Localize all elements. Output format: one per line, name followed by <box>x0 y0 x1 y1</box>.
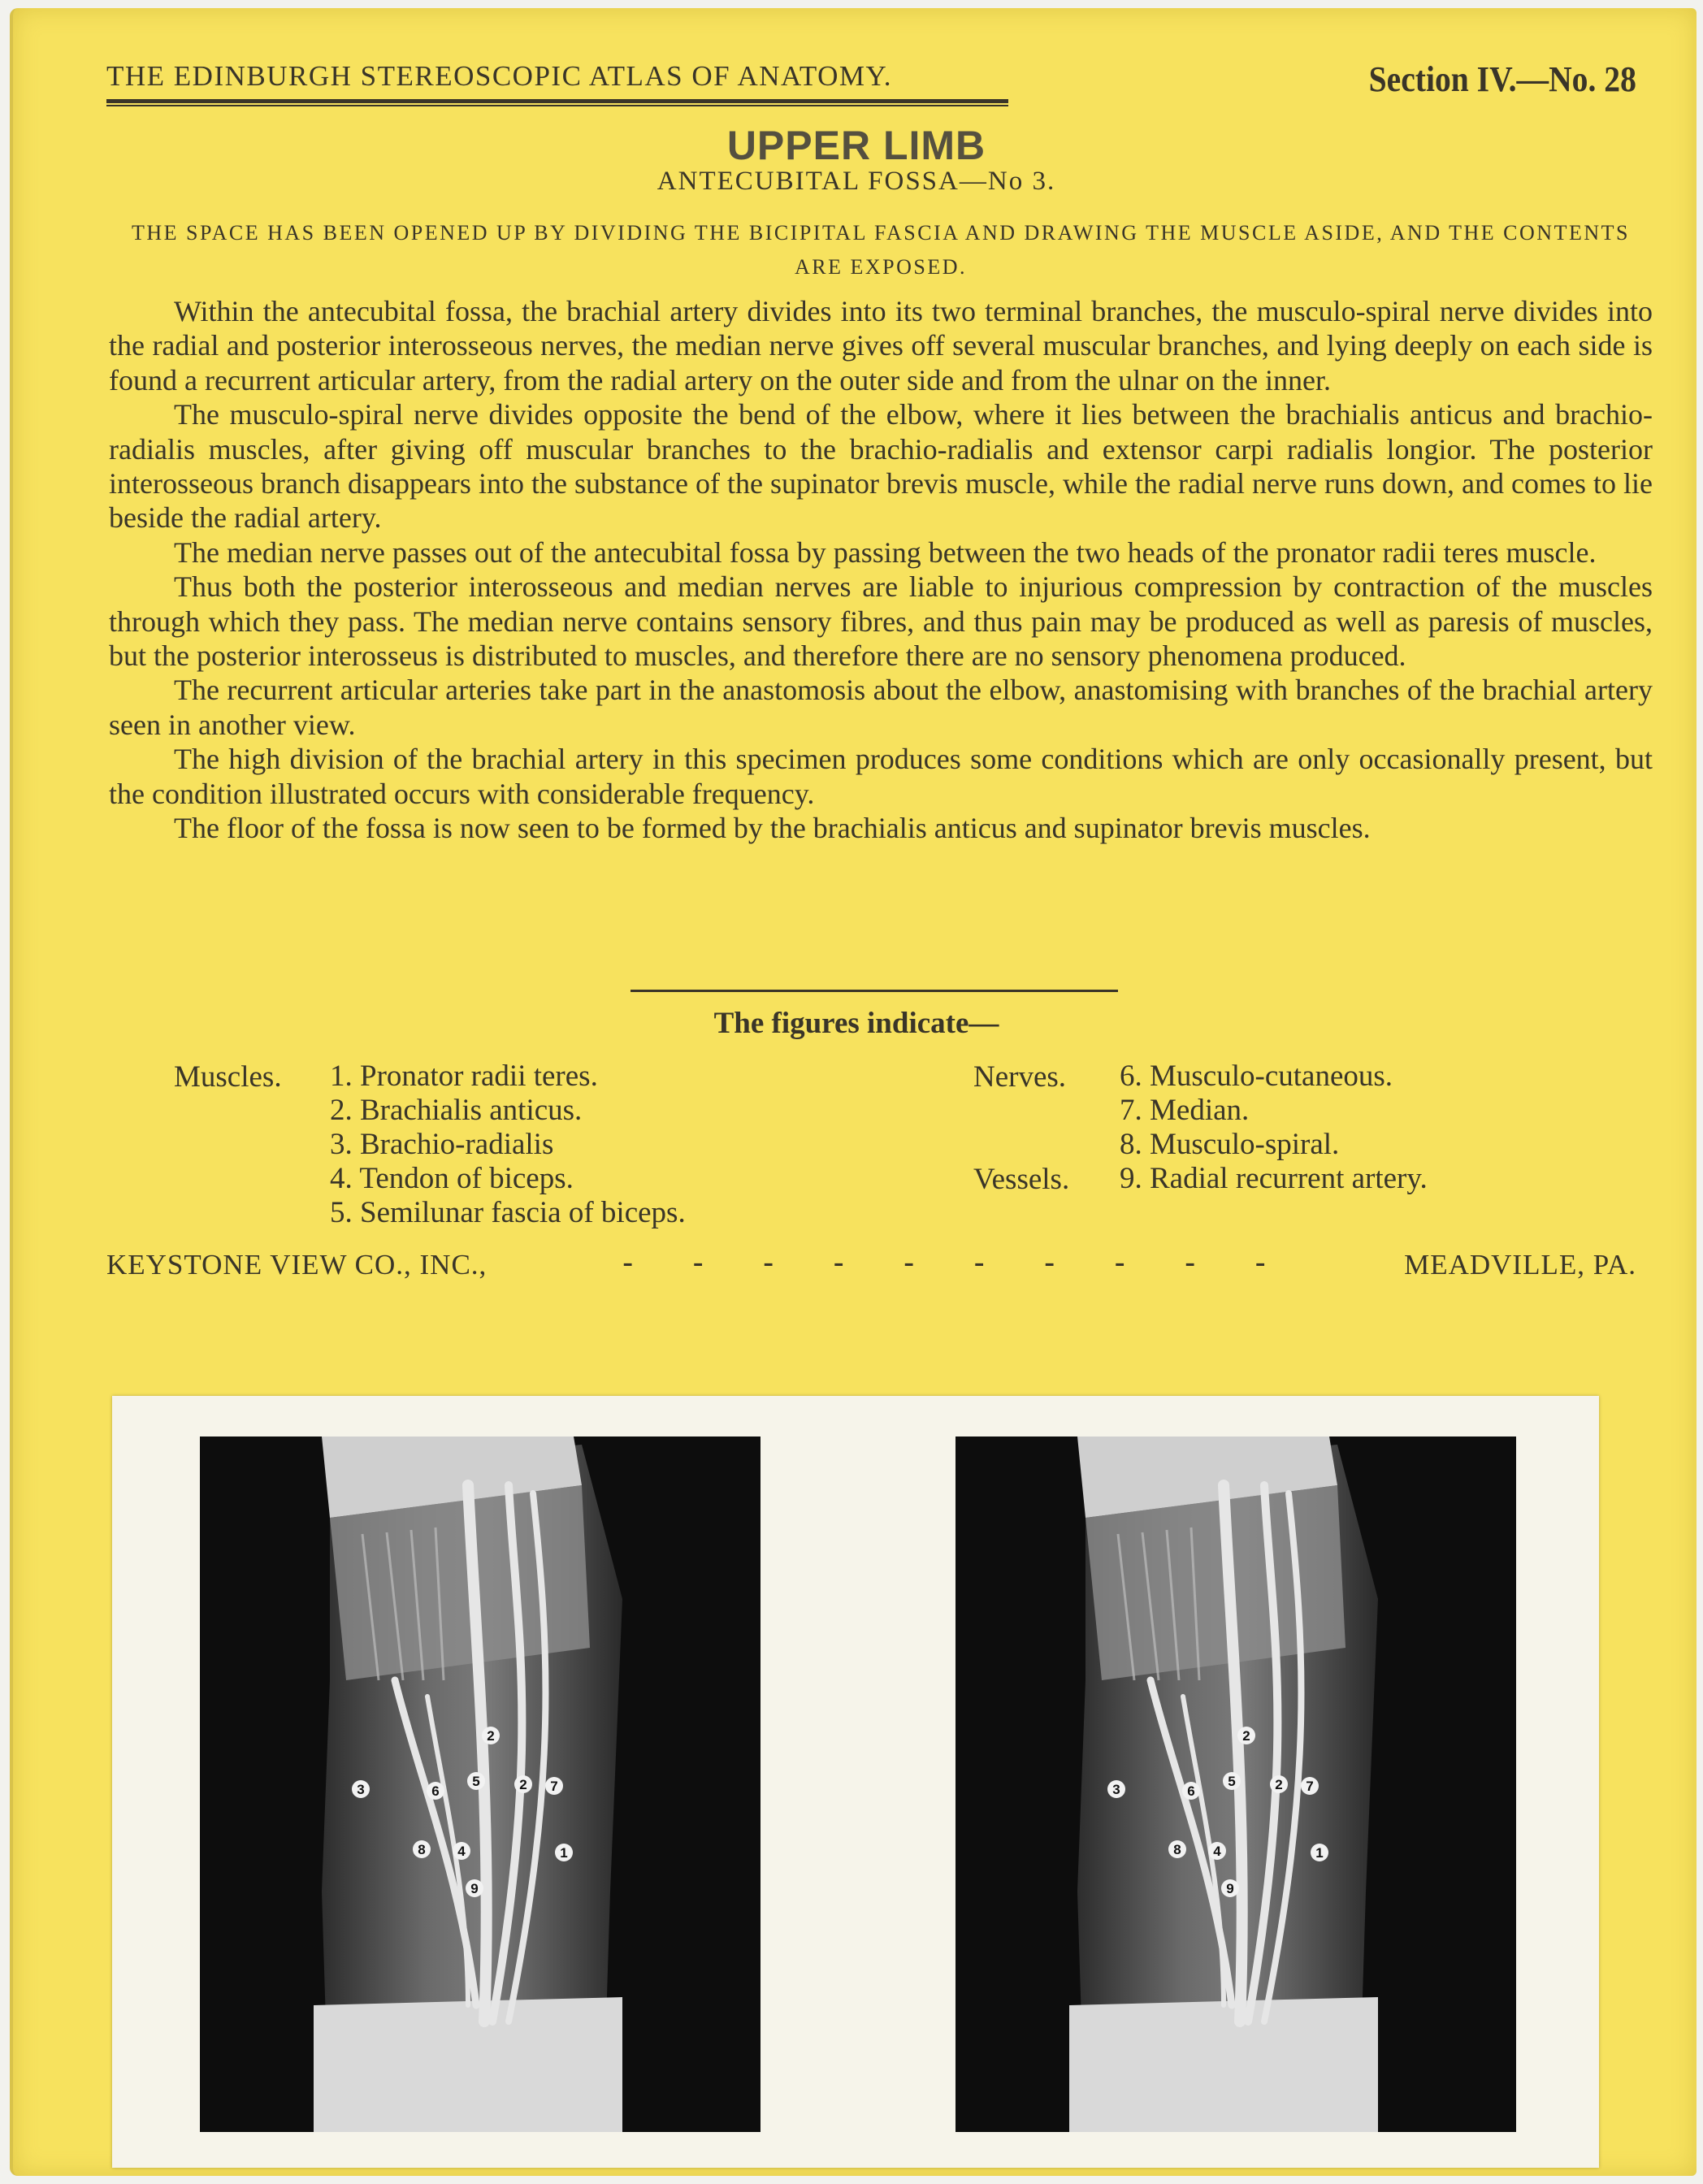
legend-item: 8. Musculo-spiral. <box>1120 1128 1340 1161</box>
svg-text:7: 7 <box>1306 1779 1314 1794</box>
legend-category-nerves: Nerves. <box>973 1060 1067 1094</box>
legend-item: 7. Median. <box>1120 1094 1250 1127</box>
svg-text:9: 9 <box>1226 1881 1234 1896</box>
svg-text:9: 9 <box>470 1881 479 1896</box>
legend-title: The figures indicate— <box>713 1007 999 1040</box>
svg-text:7: 7 <box>550 1779 558 1794</box>
figure-number-label <box>1107 1780 1125 1798</box>
publisher-location: MEADVILLE, PA. <box>1404 1249 1636 1280</box>
footer-dash: - <box>904 1245 915 1280</box>
legend-category-muscles: Muscles. <box>174 1060 282 1094</box>
stereo-photo-right <box>956 1436 1516 2132</box>
page-title: UPPER LIMB <box>726 123 986 168</box>
figure-number-label <box>555 1844 573 1861</box>
figure-number-label <box>427 1782 444 1800</box>
atlas-title: THE EDINBURGH STEREOSCOPIC ATLAS OF ANATOMY. <box>106 60 893 92</box>
section-number: Section IV.—No. 28 <box>1368 59 1636 99</box>
legend-item: 2. Brachialis anticus. <box>330 1094 583 1127</box>
footer-dash: - <box>973 1245 985 1280</box>
legend-nerves-list <box>1120 1060 1393 1162</box>
footer-dash: - <box>833 1245 844 1280</box>
legend-item: 4. Tendon of biceps. <box>330 1162 574 1195</box>
svg-text:3: 3 <box>1112 1782 1120 1797</box>
figure-number-label <box>482 1727 500 1744</box>
header-rule <box>106 99 1008 106</box>
dissection-photo <box>200 1436 760 2132</box>
svg-text:2: 2 <box>519 1777 527 1792</box>
svg-text:2: 2 <box>1275 1777 1283 1792</box>
legend-item: 3. Brachio-radialis <box>330 1128 554 1161</box>
dissection-photo <box>956 1436 1516 2132</box>
paragraph: The high division of the brachial artery in this specimen produces some conditions which are only occasionally present, but the condition illustrated occurs with considerable frequency. <box>109 743 1653 810</box>
figure-number-label <box>467 1772 485 1790</box>
legend-vessels-list <box>1120 1162 1428 1196</box>
legend-item: 9. Radial recurrent artery. <box>1120 1162 1428 1195</box>
figure-number-label <box>1311 1844 1328 1861</box>
legend-item: 1. Pronator radii teres. <box>330 1060 598 1093</box>
svg-text:8: 8 <box>418 1842 426 1857</box>
svg-text:8: 8 <box>1173 1842 1181 1857</box>
paragraph: The floor of the fossa is now seen to be formed by the brachialis anticus and supinator brevis muscles. <box>174 812 1371 845</box>
paragraph: The median nerve passes out of the antecubital fossa by passing between the two heads of the pronator radii teres muscle. <box>174 535 1597 569</box>
svg-text:5: 5 <box>472 1774 480 1789</box>
footer-dash: - <box>622 1245 634 1280</box>
figure-number-label <box>1221 1879 1239 1897</box>
publisher-name: KEYSTONE VIEW CO., INC., <box>106 1249 488 1280</box>
figure-number-label <box>1270 1775 1288 1793</box>
svg-text:2: 2 <box>1242 1728 1250 1744</box>
footer-dash: - <box>692 1245 704 1280</box>
figure-number-label <box>1301 1777 1319 1795</box>
svg-text:6: 6 <box>1187 1783 1195 1799</box>
legend-muscles-list <box>330 1060 686 1230</box>
svg-text:1: 1 <box>560 1845 568 1861</box>
figure-number-label <box>466 1879 483 1897</box>
svg-text:2: 2 <box>487 1728 495 1744</box>
footer-dash: - <box>763 1245 774 1280</box>
stereo-photo-mount <box>112 1396 1599 2168</box>
figure-number-label <box>545 1777 563 1795</box>
figure-number-label <box>1237 1727 1255 1744</box>
svg-text:5: 5 <box>1228 1774 1236 1789</box>
legend-item: 5. Semilunar fascia of biceps. <box>330 1196 686 1229</box>
paragraph: The musculo-spiral nerve divides opposite the bend of the elbow, where it lies between the brachialis anticus and brachio-radialis muscles, after giving off muscular branches to the brachio-radialis and extensor carpi radialis longior. The posterior interosseous branch disappears into the substance of the supinator brevis muscle, while the radial nerve runs down, and comes to lie beside the radial artery. <box>109 398 1653 535</box>
lead-caption: THE SPACE HAS BEEN OPENED UP BY DIVIDING THE BICIPITAL FASCIA AND DRAWING THE MUSCLE ASIDE, AND THE CONTENTS ARE EXPOSED. <box>132 221 1630 279</box>
footer-dash: - <box>1114 1245 1125 1280</box>
figure-number-label <box>1168 1840 1186 1858</box>
legend-category-vessels: Vessels. <box>973 1163 1070 1196</box>
paragraph: The recurrent articular arteries take part in the anastomosis about the elbow, anastomising with branches of the brachial artery seen in another view. <box>109 674 1653 741</box>
footer-dash: - <box>1185 1245 1196 1280</box>
stereo-card <box>10 8 1696 2176</box>
svg-text:3: 3 <box>357 1782 365 1797</box>
svg-text:6: 6 <box>431 1783 440 1799</box>
figure-number-label <box>453 1842 470 1860</box>
footer-dash: - <box>1254 1245 1266 1280</box>
page-subtitle: ANTECUBITAL FOSSA—No 3. <box>656 167 1056 196</box>
figure-number-label <box>1208 1842 1226 1860</box>
paragraph: Within the antecubital fossa, the brachial artery divides into its two terminal branches, the musculo-spiral nerve divides into the radial and posterior interosseous nerves, the median nerve gives off several muscular branches, and lying deeply on each side is found a recurrent articular artery, from the radial artery on the outer side and from the ulnar on the inner. <box>109 295 1653 396</box>
legend-divider <box>630 990 1118 992</box>
figure-number-label <box>352 1780 370 1798</box>
footer-dash: - <box>1044 1245 1055 1280</box>
figure-number-label <box>1223 1772 1241 1790</box>
body-text <box>109 294 1653 846</box>
figure-number-label <box>514 1775 532 1793</box>
figure-number-label <box>1182 1782 1200 1800</box>
stereo-photo-left <box>200 1436 760 2132</box>
svg-text:1: 1 <box>1315 1845 1324 1861</box>
paragraph: Thus both the posterior interosseous and median nerves are liable to injurious compression by contraction of the muscles through which they pass. The median nerve contains sensory fibres, and thus pain may be produced as well as paresis of muscles, but the posterior interosseus is distributed to muscles, and therefore there are no sensory phenomena produced. <box>109 570 1653 673</box>
figure-number-label <box>413 1840 431 1858</box>
legend-item: 6. Musculo-cutaneous. <box>1120 1060 1393 1093</box>
svg-text:4: 4 <box>457 1844 466 1859</box>
svg-text:4: 4 <box>1213 1844 1221 1859</box>
